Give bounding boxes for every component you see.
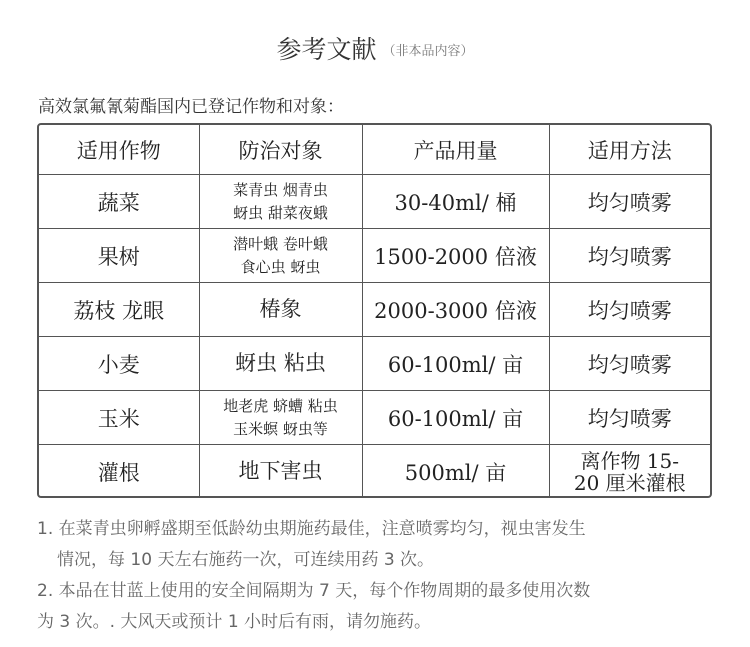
- cell-crop: 果树: [39, 229, 199, 283]
- cell-dose: 2000-3000 倍液: [362, 283, 549, 337]
- cell-target: 地下害虫: [199, 445, 362, 499]
- cell-target: [199, 229, 362, 283]
- cell-crop: 小麦: [39, 337, 199, 391]
- note-2-line-1: 2. 本品在甘蓝上使用的安全间隔期为 7 天，每个作物周期的最多使用次数: [37, 581, 591, 601]
- cell-target: [199, 391, 362, 445]
- cell-target: 蚜虫 粘虫: [199, 337, 362, 391]
- table-row: [39, 175, 710, 229]
- header-usage: 适用方法: [549, 125, 710, 175]
- target-line: 玉米螟 蚜虫等: [233, 419, 328, 438]
- cell-usage: 均匀喷雾: [549, 391, 710, 445]
- target-line: 潜叶蛾 卷叶蛾: [233, 234, 328, 253]
- cell-target: [199, 175, 362, 229]
- cell-usage: 均匀喷雾: [549, 283, 710, 337]
- usage-line: 20 厘米灌根: [573, 470, 686, 495]
- cell-dose: 1500-2000 倍液: [362, 229, 549, 283]
- header-crop: 适用作物: [39, 125, 199, 175]
- target-line: 地老虎 蛴螬 粘虫: [223, 396, 338, 415]
- table-row: [39, 229, 710, 283]
- target-line: 蚜虫 甜菜夜蛾: [233, 203, 328, 222]
- cell-dose: 30-40ml/ 桶: [362, 175, 549, 229]
- target-line: 菜青虫 烟青虫: [233, 180, 328, 199]
- header-target: 防治对象: [199, 125, 362, 175]
- table-row: [39, 445, 710, 499]
- target-line: 食心虫 蚜虫: [240, 257, 321, 276]
- table-row: [39, 337, 710, 391]
- header-dose: 产品用量: [362, 125, 549, 175]
- page-subtitle: （非本品内容）: [382, 44, 474, 59]
- cell-crop: 蔬菜: [39, 175, 199, 229]
- cell-usage: [549, 445, 710, 499]
- table-row: [39, 283, 710, 337]
- cell-usage: 均匀喷雾: [549, 175, 710, 229]
- registration-table: [37, 123, 712, 498]
- page-title: 参考文献: [276, 35, 377, 64]
- cell-usage: 均匀喷雾: [549, 229, 710, 283]
- cell-usage: 均匀喷雾: [549, 337, 710, 391]
- page-title-block: [0, 30, 750, 66]
- cell-target: 椿象: [199, 283, 362, 337]
- table-header-row: [39, 125, 710, 175]
- note-2-line-2: 为 3 次。. 大风天或预计 1 小时后有雨，请勿施药。: [37, 612, 432, 632]
- cell-dose: 500ml/ 亩: [362, 445, 549, 499]
- cell-crop: 灌根: [39, 445, 199, 499]
- table-row: [39, 391, 710, 445]
- notes: [37, 514, 717, 638]
- note-1-line-2: 情况，每 10 天左右施药一次，可连续用药 3 次。: [57, 550, 435, 570]
- usage-line: 离作物 15-: [580, 448, 680, 473]
- cell-dose: 60-100ml/ 亩: [362, 337, 549, 391]
- intro-text: 高效氯氟氰菊酯国内已登记作物和对象：: [38, 97, 344, 117]
- cell-dose: 60-100ml/ 亩: [362, 391, 549, 445]
- note-1-line-1: 1. 在菜青虫卵孵盛期至低龄幼虫期施药最佳，注意喷雾均匀，视虫害发生: [37, 519, 586, 539]
- cell-crop: 玉米: [39, 391, 199, 445]
- cell-crop: 荔枝 龙眼: [39, 283, 199, 337]
